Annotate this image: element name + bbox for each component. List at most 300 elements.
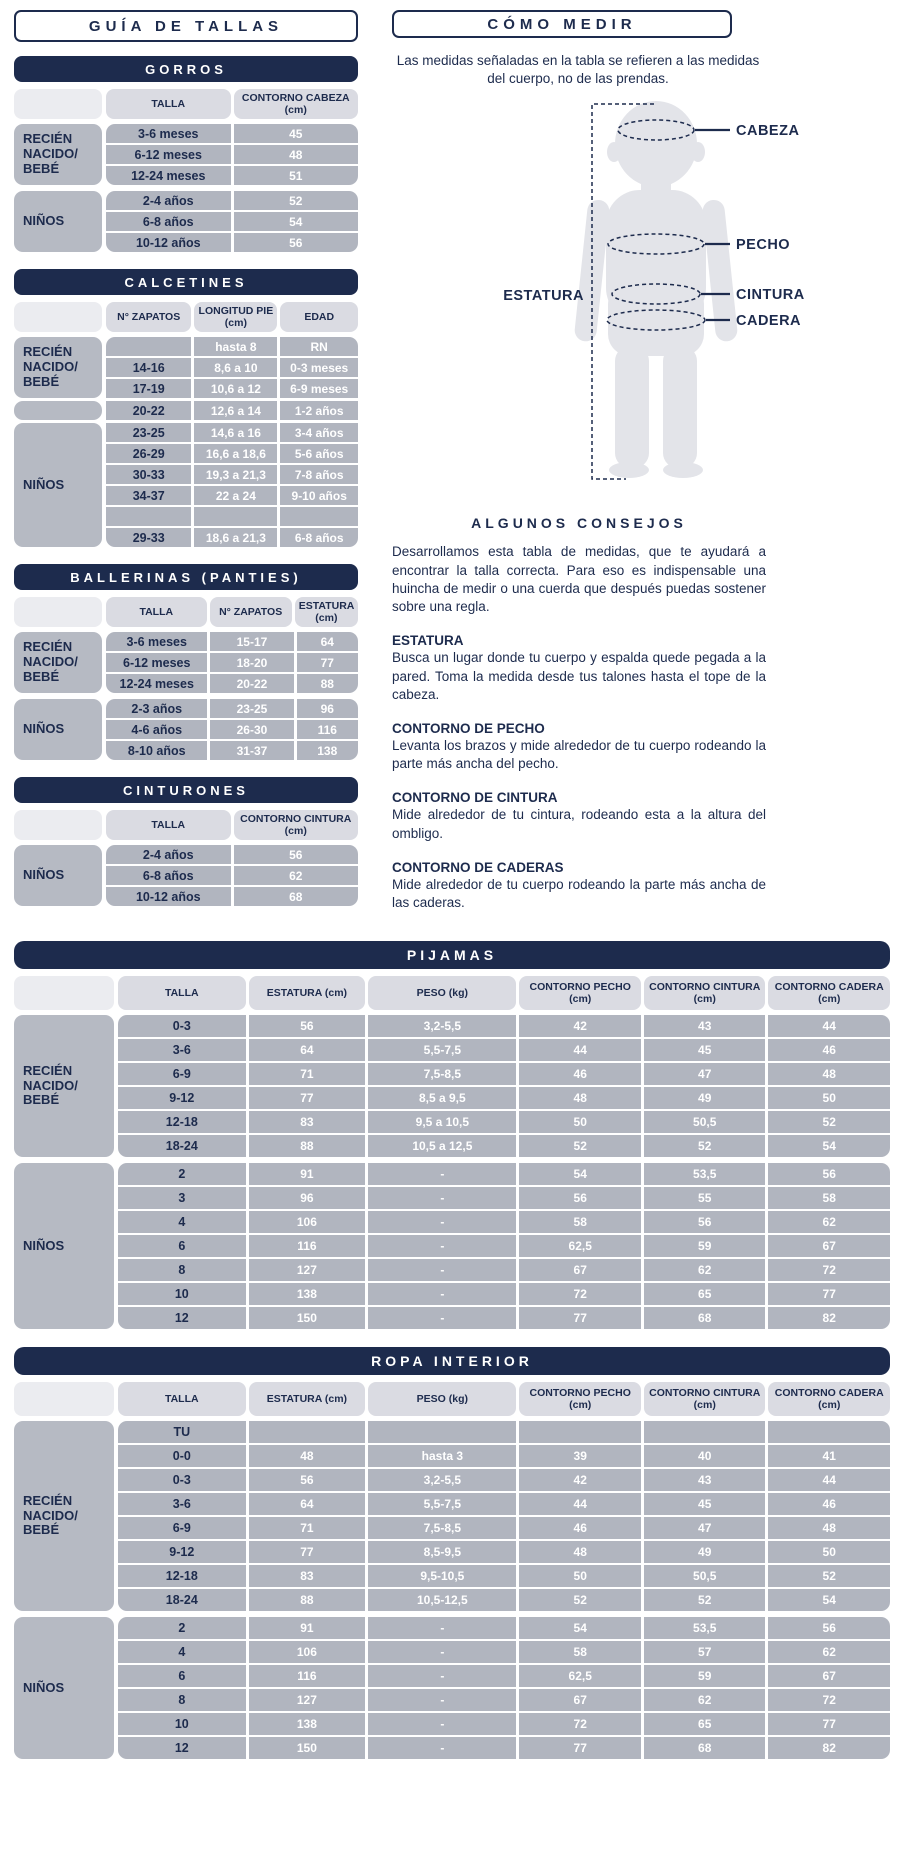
table-cell: 8-10 años (106, 741, 207, 760)
table-cell: 116 (297, 720, 359, 739)
column-header: CONTORNO PECHO (cm) (519, 1382, 641, 1416)
table-cell: 45 (644, 1493, 766, 1515)
column-header: CONTORNO CABEZA (cm) (234, 89, 359, 119)
table-cell: 47 (644, 1517, 766, 1539)
table-cell: 10,6 a 12 (194, 379, 277, 398)
table-cell (519, 1421, 641, 1443)
column-header: CONTORNO CINTURA (cm) (644, 1382, 766, 1416)
table-cell: 0-3 (118, 1469, 246, 1491)
table-cell: 116 (249, 1665, 366, 1687)
table-cell: 3-6 meses (106, 632, 207, 651)
table-cell: 12 (118, 1307, 246, 1329)
size-tables-column (14, 10, 358, 923)
corner-cell (14, 302, 102, 332)
table-cell: 77 (768, 1713, 890, 1735)
table-cell: 8,5-9,5 (368, 1541, 516, 1563)
table-cell: 10,5-12,5 (368, 1589, 516, 1611)
table-group (14, 1163, 890, 1329)
table-cell: 23-25 (210, 699, 293, 718)
table-group (14, 1421, 890, 1611)
table-cell: 6-12 meses (106, 653, 207, 672)
table-cell: 10-12 años (106, 887, 231, 906)
table-cell: - (368, 1235, 516, 1257)
table-title: ROPA INTERIOR (14, 1347, 890, 1375)
table-cell: 2-3 años (106, 699, 207, 718)
page-title: GUÍA DE TALLAS (14, 10, 358, 42)
table-cell: 150 (249, 1307, 366, 1329)
group-grid (106, 401, 358, 420)
table-cell: 50 (519, 1111, 641, 1133)
table-cell: 96 (249, 1187, 366, 1209)
table-cell: 41 (768, 1445, 890, 1467)
table-cell: 127 (249, 1689, 366, 1711)
pecho-label: PECHO (736, 237, 791, 254)
table-cell: 9,5-10,5 (368, 1565, 516, 1587)
corner-cell (14, 810, 102, 840)
table-cell: 71 (249, 1517, 366, 1539)
table-cell: 43 (644, 1469, 766, 1491)
group-data (106, 124, 358, 185)
group-data (106, 401, 358, 420)
table-cell: 67 (768, 1235, 890, 1257)
table-cell: - (368, 1689, 516, 1711)
table-title: CINTURONES (14, 777, 358, 803)
table-title: PIJAMAS (14, 941, 890, 969)
table-cell: 64 (249, 1039, 366, 1061)
table-cell: 40 (644, 1445, 766, 1467)
column-header: ESTATURA (cm) (249, 1382, 366, 1416)
group-grid (106, 191, 358, 252)
table-cell: 62,5 (519, 1665, 641, 1687)
table-cell: 58 (519, 1641, 641, 1663)
table-cell: 59 (644, 1235, 766, 1257)
table-cell: 2 (118, 1617, 246, 1639)
table-cell: 3-6 (118, 1039, 246, 1061)
table-cell: 91 (249, 1617, 366, 1639)
table-cell: 91 (249, 1163, 366, 1185)
table-cell: 12-18 (118, 1565, 246, 1587)
table-cell: 50,5 (644, 1111, 766, 1133)
table-cell (194, 507, 277, 526)
table-ropa-interior (14, 1347, 890, 1759)
group-label: RECIÉN NACIDO/ BEBÉ (14, 632, 102, 693)
table-cell: 49 (644, 1541, 766, 1563)
table-cell: 9-12 (118, 1087, 246, 1109)
table-header-row (14, 810, 358, 840)
column-header: CONTORNO PECHO (cm) (519, 976, 641, 1010)
column-header: CONTORNO CADERA (cm) (768, 976, 890, 1010)
table-cell: 56 (249, 1469, 366, 1491)
table-cell: - (368, 1665, 516, 1687)
table-cell: 10,5 a 12,5 (368, 1135, 516, 1157)
table-calcetines (14, 269, 358, 547)
table-cell: 1-2 años (280, 401, 358, 420)
table-cell: 52 (768, 1565, 890, 1587)
table-cell: 8,5 a 9,5 (368, 1087, 516, 1109)
table-cell: 67 (519, 1689, 641, 1711)
consejo-text: Levanta los brazos y mide alrededor de tu cuerpo rodeando la parte más ancha del pecho. (392, 737, 766, 772)
group-data (118, 1421, 890, 1611)
table-cell: 65 (644, 1713, 766, 1735)
table-cell: 0-3 meses (280, 358, 358, 377)
table-cell: 55 (644, 1187, 766, 1209)
table-cell: 77 (519, 1307, 641, 1329)
table-cell: 45 (234, 124, 359, 143)
table-title: GORROS (14, 56, 358, 82)
table-cell: 26-29 (106, 444, 191, 463)
table-cell: 12 (118, 1737, 246, 1759)
consejos-list (392, 633, 766, 912)
table-cell: 44 (519, 1039, 641, 1061)
table-cell: 62 (644, 1689, 766, 1711)
table-cell: 56 (768, 1163, 890, 1185)
table-cell: 6-9 meses (280, 379, 358, 398)
group-grid (106, 699, 358, 760)
group-label: NIÑOS (14, 699, 102, 760)
table-cell: 44 (768, 1469, 890, 1491)
table-cell: - (368, 1283, 516, 1305)
table-cell: 7-8 años (280, 465, 358, 484)
table-cell: - (368, 1713, 516, 1735)
table-cell: 49 (644, 1087, 766, 1109)
table-cell: 12-18 (118, 1111, 246, 1133)
table-cell: 47 (644, 1063, 766, 1085)
group-data (118, 1163, 890, 1329)
table-cell: 6-8 años (106, 212, 231, 231)
table-cell: 9-10 años (280, 486, 358, 505)
group-grid (118, 1015, 890, 1157)
column-header: ESTATURA (cm) (249, 976, 366, 1010)
column-headers (118, 1382, 890, 1416)
table-cell: 3 (118, 1187, 246, 1209)
group-label: NIÑOS (14, 1617, 114, 1759)
table-cell: 3-4 años (280, 423, 358, 442)
table-cell: 10 (118, 1713, 246, 1735)
consejo-item (392, 790, 766, 842)
table-cell: 8 (118, 1259, 246, 1281)
table-cell: 67 (519, 1259, 641, 1281)
table-cell: 43 (644, 1015, 766, 1037)
group-data (106, 632, 358, 693)
table-cell: 39 (519, 1445, 641, 1467)
table-cell: 72 (519, 1713, 641, 1735)
group-label: RECIÉN NACIDO/ BEBÉ (14, 124, 102, 185)
table-title: BALLERINAS (PANTIES) (14, 564, 358, 590)
table-cell: 88 (249, 1589, 366, 1611)
column-header: TALLA (106, 810, 231, 840)
column-headers (106, 597, 358, 627)
table-cell: 56 (234, 845, 359, 864)
table-cell: 96 (297, 699, 359, 718)
table-cell: 15-17 (210, 632, 293, 651)
group-data (106, 337, 358, 398)
table-cell (644, 1421, 766, 1443)
table-cell: 31-37 (210, 741, 293, 760)
table-cell: - (368, 1187, 516, 1209)
table-cell: 72 (519, 1283, 641, 1305)
table-cell: 23-25 (106, 423, 191, 442)
column-header: CONTORNO CINTURA (cm) (644, 976, 766, 1010)
table-cell: 18-20 (210, 653, 293, 672)
column-header: PESO (kg) (368, 1382, 516, 1416)
child-silhouette-figure (392, 94, 890, 509)
table-cell: 53,5 (644, 1163, 766, 1185)
table-group (14, 124, 358, 185)
table-cell: 5,5-7,5 (368, 1039, 516, 1061)
table-cell: 16,6 a 18,6 (194, 444, 277, 463)
table-cell: 44 (519, 1493, 641, 1515)
group-grid (106, 845, 358, 906)
estatura-label: ESTATURA (503, 288, 584, 305)
table-cell: 68 (644, 1737, 766, 1759)
group-grid (106, 337, 358, 398)
como-medir-intro: Las medidas señaladas en la tabla se refieren a las medidas del cuerpo, no de las prendas. (396, 53, 760, 87)
table-cell: 18-24 (118, 1589, 246, 1611)
group-label: RECIÉN NACIDO/ BEBÉ (14, 1421, 114, 1611)
table-cell: 53,5 (644, 1617, 766, 1639)
table-cell: 65 (644, 1283, 766, 1305)
table-cell: 150 (249, 1737, 366, 1759)
table-cell: 62 (768, 1641, 890, 1663)
consejos-title: ALGUNOS CONSEJOS (471, 515, 687, 532)
column-header: ESTATURA (cm) (295, 597, 358, 627)
table-cell: TU (118, 1421, 246, 1443)
table-cell: - (368, 1163, 516, 1185)
top-section (14, 10, 890, 923)
table-cell: 83 (249, 1565, 366, 1587)
corner-cell (14, 1382, 114, 1416)
column-header: TALLA (106, 597, 207, 627)
table-cell: 52 (519, 1135, 641, 1157)
column-header: PESO (kg) (368, 976, 516, 1010)
table-cell: 54 (234, 212, 359, 231)
column-headers (118, 976, 890, 1010)
cabeza-label: CABEZA (736, 123, 800, 140)
table-cell: 6-12 meses (106, 145, 231, 164)
table-cell: 26-30 (210, 720, 293, 739)
group-data (106, 845, 358, 906)
table-cell: 71 (249, 1063, 366, 1085)
table-cell: 7,5-8,5 (368, 1063, 516, 1085)
table-cell: 54 (768, 1135, 890, 1157)
table-ballerinas (14, 564, 358, 760)
consejo-title: CONTORNO DE CADERAS (392, 859, 564, 875)
corner-cell (14, 597, 102, 627)
table-group (14, 191, 358, 252)
table-group (14, 845, 358, 906)
table-cell: 52 (644, 1135, 766, 1157)
table-cell: - (368, 1641, 516, 1663)
table-cell: 62 (234, 866, 359, 885)
table-cell: 12-24 meses (106, 166, 231, 185)
table-cell: 52 (519, 1589, 641, 1611)
table-cell: 56 (249, 1015, 366, 1037)
column-header: TALLA (118, 976, 246, 1010)
table-cell: 77 (297, 653, 359, 672)
table-cell: 48 (519, 1541, 641, 1563)
group-data (106, 191, 358, 252)
group-grid (118, 1617, 890, 1759)
group-grid (106, 124, 358, 185)
table-group (14, 401, 358, 420)
table-cell: 9,5 a 10,5 (368, 1111, 516, 1133)
column-header: TALLA (106, 89, 231, 119)
table-cell: 4-6 años (106, 720, 207, 739)
table-cell: 106 (249, 1211, 366, 1233)
table-cell: 6-8 años (280, 528, 358, 547)
table-cell: - (368, 1211, 516, 1233)
table-header-row (14, 976, 890, 1010)
table-cell: 46 (768, 1039, 890, 1061)
table-cell: hasta 3 (368, 1445, 516, 1467)
table-cell: - (368, 1617, 516, 1639)
consejo-item (392, 721, 766, 773)
table-group (14, 423, 358, 547)
table-cell: 72 (768, 1689, 890, 1711)
consejo-title: ESTATURA (392, 633, 464, 649)
table-cell: 56 (768, 1617, 890, 1639)
table-cell: 4 (118, 1641, 246, 1663)
table-cell: 56 (519, 1187, 641, 1209)
cintura-label: CINTURA (736, 287, 805, 304)
table-cell: 17-19 (106, 379, 191, 398)
group-label: NIÑOS (14, 1163, 114, 1329)
table-cell: 10-12 años (106, 233, 231, 252)
how-to-measure-column (392, 10, 890, 923)
consejo-text: Mide alrededor de tu cintura, rodeando esta a la altura del ombligo. (392, 807, 766, 841)
body-measurement-diagram (392, 94, 890, 509)
table-cell: 2-4 años (106, 845, 231, 864)
table-cell: 58 (768, 1187, 890, 1209)
table-cell: 19,3 a 21,3 (194, 465, 277, 484)
table-cell: 42 (519, 1015, 641, 1037)
group-data (106, 423, 358, 547)
table-header-row (14, 302, 358, 332)
table-cell: 9-12 (118, 1541, 246, 1563)
table-cell: 82 (768, 1737, 890, 1759)
table-cell: 64 (249, 1493, 366, 1515)
table-cell: 138 (297, 741, 359, 760)
table-cell: 83 (249, 1111, 366, 1133)
table-cell: 138 (249, 1713, 366, 1735)
column-header: CONTORNO CADERA (cm) (768, 1382, 890, 1416)
table-cell: 48 (234, 145, 359, 164)
table-cell: 52 (644, 1589, 766, 1611)
table-cell (106, 337, 191, 356)
column-headers (106, 810, 358, 840)
table-cell: 88 (249, 1135, 366, 1157)
cadera-label: CADERA (736, 313, 802, 330)
column-header: EDAD (280, 302, 358, 332)
table-cell: 48 (768, 1063, 890, 1085)
table-cell: 18,6 a 21,3 (194, 528, 277, 547)
table-cell: 116 (249, 1235, 366, 1257)
table-cell: hasta 8 (194, 337, 277, 356)
column-header: TALLA (118, 1382, 246, 1416)
table-header-row (14, 89, 358, 119)
table-cell: 18-24 (118, 1135, 246, 1157)
table-cell: 14-16 (106, 358, 191, 377)
table-cell: 2 (118, 1163, 246, 1185)
table-cell: 50 (519, 1565, 641, 1587)
table-cell: 22 a 24 (194, 486, 277, 505)
column-header: N° ZAPATOS (106, 302, 191, 332)
table-cell: 50 (768, 1541, 890, 1563)
column-headers (106, 89, 358, 119)
table-cell: 50 (768, 1087, 890, 1109)
table-cell: 6-9 (118, 1063, 246, 1085)
table-cell: 3,2-5,5 (368, 1015, 516, 1037)
column-headers (106, 302, 358, 332)
table-cell: 48 (249, 1445, 366, 1467)
table-cell: 62 (644, 1259, 766, 1281)
table-cell: 45 (644, 1039, 766, 1061)
table-cell: 56 (234, 233, 359, 252)
table-cell: 62,5 (519, 1235, 641, 1257)
table-cell: 5-6 años (280, 444, 358, 463)
table-cell: 106 (249, 1641, 366, 1663)
column-header: LONGITUD PIE (cm) (194, 302, 277, 332)
table-cell: 54 (519, 1163, 641, 1185)
column-header: N° ZAPATOS (210, 597, 292, 627)
table-cell: 58 (519, 1211, 641, 1233)
corner-cell (14, 976, 114, 1010)
table-cell: 46 (519, 1063, 641, 1085)
table-cell: 20-22 (106, 401, 191, 420)
table-cell: 72 (768, 1259, 890, 1281)
table-cell: 46 (519, 1517, 641, 1539)
table-cell: 77 (519, 1737, 641, 1759)
consejos-section (392, 515, 766, 912)
group-grid (106, 632, 358, 693)
table-gorros (14, 56, 358, 252)
table-header-row (14, 1382, 890, 1416)
table-cell: 59 (644, 1665, 766, 1687)
group-grid (118, 1163, 890, 1329)
table-cell: 127 (249, 1259, 366, 1281)
table-header-row (14, 597, 358, 627)
table-cell: 42 (519, 1469, 641, 1491)
table-cell: 5,5-7,5 (368, 1493, 516, 1515)
table-group (14, 337, 358, 398)
consejo-item (392, 860, 766, 912)
table-cell: 54 (519, 1617, 641, 1639)
table-cell: 2-4 años (106, 191, 231, 210)
table-cell: 6 (118, 1665, 246, 1687)
group-grid (106, 423, 358, 547)
table-cell: - (368, 1737, 516, 1759)
table-cell: 8 (118, 1689, 246, 1711)
group-label (14, 401, 102, 420)
table-group (14, 632, 358, 693)
group-label: NIÑOS (14, 423, 102, 547)
table-cell: 68 (644, 1307, 766, 1329)
table-cell: 138 (249, 1283, 366, 1305)
group-data (106, 699, 358, 760)
table-title: CALCETINES (14, 269, 358, 295)
table-cell: RN (280, 337, 358, 356)
table-cell: - (368, 1307, 516, 1329)
table-cell: 7,5-8,5 (368, 1517, 516, 1539)
table-group (14, 1015, 890, 1157)
table-cell: 0-3 (118, 1015, 246, 1037)
table-cell: 50,5 (644, 1565, 766, 1587)
table-cell: 88 (297, 674, 359, 693)
table-cell: 12,6 a 14 (194, 401, 277, 420)
table-cell: 6 (118, 1235, 246, 1257)
group-grid (118, 1421, 890, 1611)
table-cell (106, 507, 191, 526)
